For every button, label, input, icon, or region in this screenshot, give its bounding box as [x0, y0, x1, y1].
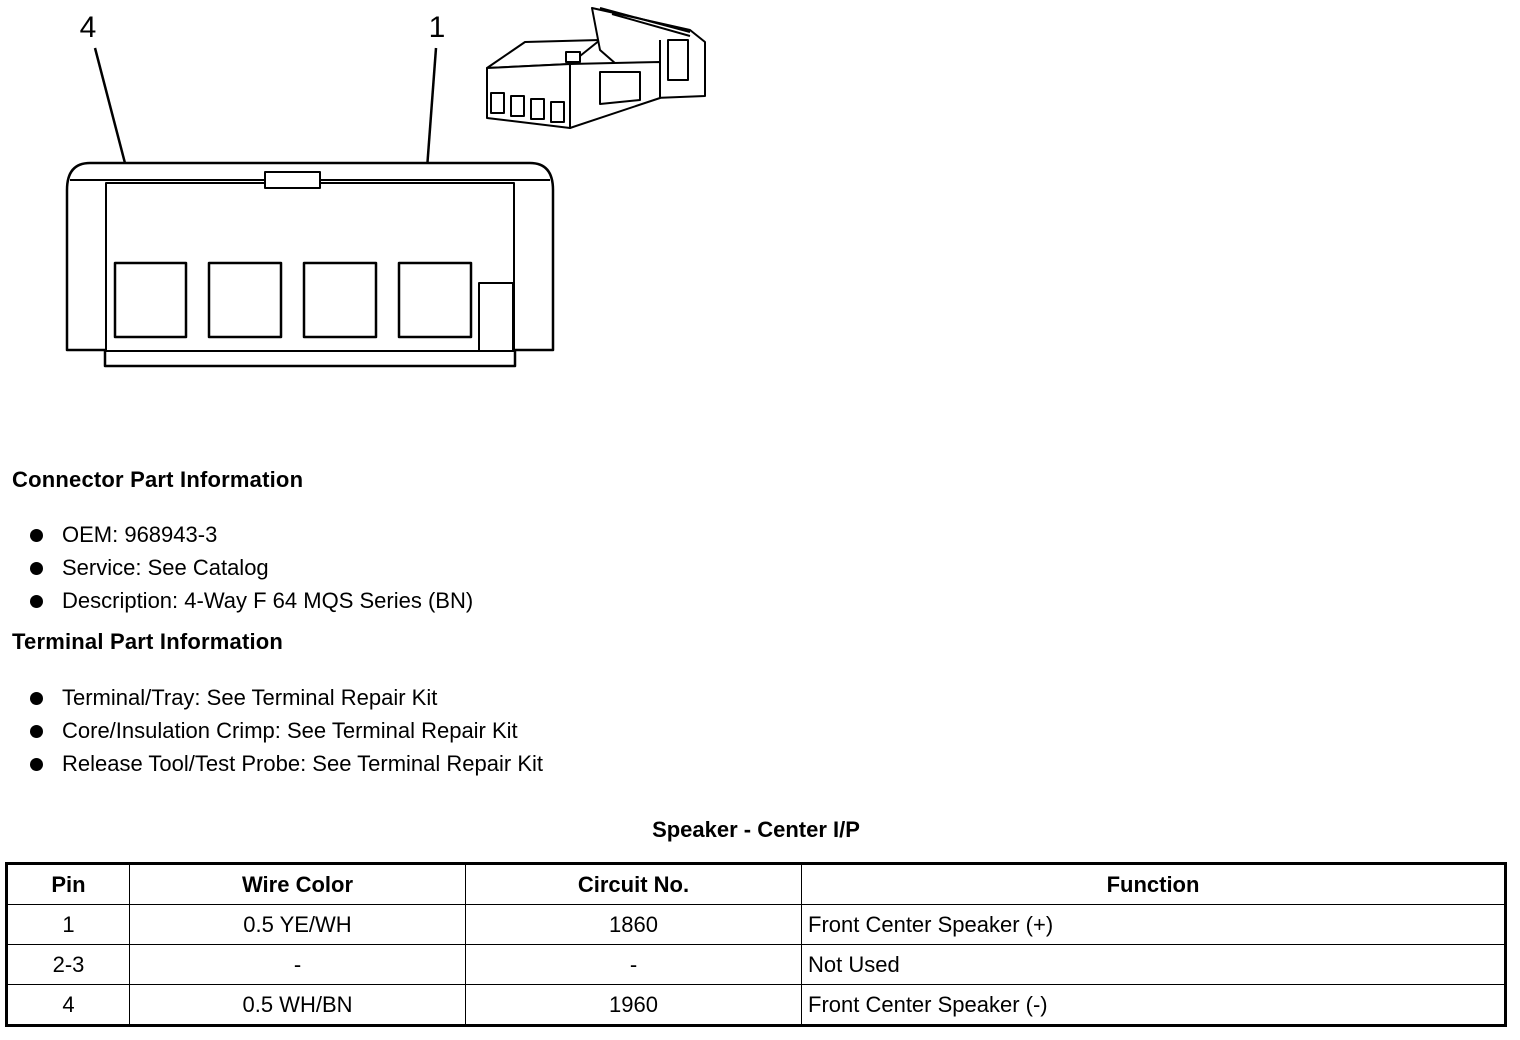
list-item-text: OEM: 968943-3	[62, 522, 218, 547]
list-item-text: Core/Insulation Crimp: See Terminal Repair Kit	[62, 718, 518, 743]
connector-info-list	[0, 518, 473, 617]
bullet-icon	[30, 692, 43, 705]
table-title: Speaker - Center I/P	[652, 817, 860, 842]
cavity-pin-3	[209, 263, 281, 337]
cell-wire-color: -	[130, 945, 466, 985]
cell-circuit-no: 1860	[466, 905, 802, 945]
list-item	[0, 551, 473, 584]
bullet-icon	[30, 595, 43, 608]
cell-pin: 1	[7, 905, 130, 945]
column-header-wire-color: Wire Color	[130, 864, 466, 905]
cell-circuit-no: 1960	[466, 985, 802, 1026]
table-row	[7, 945, 1506, 985]
column-header-function: Function	[802, 864, 1506, 905]
pinout-table	[5, 862, 1507, 1027]
cell-wire-color: 0.5 YE/WH	[130, 905, 466, 945]
connector-diagram	[0, 0, 740, 380]
cell-function: Not Used	[802, 945, 1506, 985]
list-item-text: Service: See Catalog	[62, 555, 269, 580]
table-row	[7, 985, 1506, 1026]
cavity-pin-4	[115, 263, 186, 337]
list-item-text: Terminal/Tray: See Terminal Repair Kit	[62, 685, 438, 710]
table-row	[7, 905, 1506, 945]
callout-pin-4: 4	[79, 11, 97, 44]
bullet-icon	[30, 562, 43, 575]
terminal-info-list	[0, 681, 543, 780]
list-item	[0, 714, 543, 747]
bullet-icon	[30, 529, 43, 542]
cell-pin: 2-3	[7, 945, 130, 985]
column-header-pin: Pin	[7, 864, 130, 905]
list-item-text: Description: 4-Way F 64 MQS Series (BN)	[62, 588, 474, 613]
list-item	[0, 518, 473, 551]
table-header-row	[7, 864, 1506, 905]
bullet-icon	[30, 758, 43, 771]
cell-function: Front Center Speaker (-)	[802, 985, 1506, 1026]
cell-pin: 4	[7, 985, 130, 1026]
list-item	[0, 747, 543, 780]
list-item	[0, 584, 473, 617]
column-header-circuit-no: Circuit No.	[466, 864, 802, 905]
connector-info-heading: Connector Part Information	[12, 467, 304, 492]
cavity-pin-2	[304, 263, 376, 337]
bullet-icon	[30, 725, 43, 738]
cell-circuit-no: -	[466, 945, 802, 985]
connector-face-icon	[67, 163, 553, 366]
cell-wire-color: 0.5 WH/BN	[130, 985, 466, 1026]
callout-pin-1: 1	[428, 11, 446, 44]
list-item	[0, 681, 543, 714]
list-item-text: Release Tool/Test Probe: See Terminal Repair Kit	[62, 751, 543, 776]
terminal-info-heading: Terminal Part Information	[12, 629, 284, 654]
cavity-pin-1	[399, 263, 471, 337]
connector-housing-icon	[487, 8, 705, 128]
cell-function: Front Center Speaker (+)	[802, 905, 1506, 945]
